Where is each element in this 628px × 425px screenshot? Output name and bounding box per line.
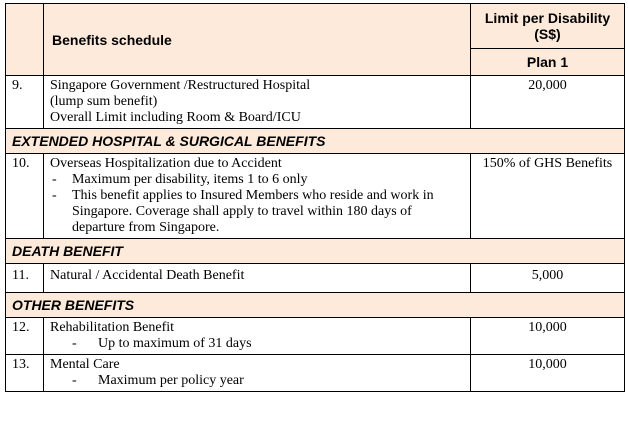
sub-item	[50, 336, 464, 352]
table-header-row	[6, 4, 625, 49]
row-number: 13.	[6, 355, 44, 392]
section-title: OTHER BENEFITS	[6, 293, 625, 318]
sub-text: Up to maximum of 31 days	[98, 336, 252, 351]
table-row	[6, 76, 625, 129]
table-row	[6, 154, 625, 239]
row-line: Overall Limit including Room & Board/ICU	[50, 110, 301, 125]
row-description	[44, 318, 471, 355]
table-row	[6, 264, 625, 293]
sub-item	[50, 373, 464, 389]
sub-text: Maximum per policy year	[98, 373, 244, 388]
header-limit-per-disability	[471, 4, 625, 49]
table-row	[6, 318, 625, 355]
row-description: Natural / Accidental Death Benefit	[44, 264, 471, 293]
bullet-text: This benefit applies to Insured Members who reside and work in Singapore. Coverage shall apply to travel within 180 days of departure from Singapore.	[72, 188, 434, 235]
dash-marker: -	[72, 373, 77, 388]
row-value: 150% of GHS Benefits	[471, 154, 625, 239]
bullet-text: Maximum per disability, items 1 to 6 only	[72, 172, 308, 187]
row-value: 20,000	[471, 76, 625, 129]
row-value: 10,000	[471, 318, 625, 355]
header-benefits-label: Benefits schedule	[52, 31, 172, 48]
section-header-other	[6, 293, 625, 318]
section-title: EXTENDED HOSPITAL & SURGICAL BENEFITS	[6, 129, 625, 154]
header-limit-line2: (S$)	[534, 26, 561, 42]
section-header-death	[6, 239, 625, 264]
dash-marker: -	[72, 336, 77, 351]
dash-marker: -	[52, 188, 57, 203]
row-value: 10,000	[471, 355, 625, 392]
row-description	[44, 76, 471, 129]
row-line: (lump sum benefit)	[50, 94, 158, 109]
row-number: 12.	[6, 318, 44, 355]
bullet-item	[52, 188, 464, 236]
table-row	[6, 355, 625, 392]
row-description	[44, 154, 471, 239]
row-number: 10.	[6, 154, 44, 239]
section-title: DEATH BENEFIT	[6, 239, 625, 264]
header-num-cell	[6, 4, 44, 76]
row-line: Rehabilitation Benefit	[50, 320, 175, 335]
section-header-extended	[6, 129, 625, 154]
row-line: Overseas Hospitalization due to Accident	[50, 156, 282, 171]
row-value: 5,000	[471, 264, 625, 293]
row-description	[44, 355, 471, 392]
row-number: 11.	[6, 264, 44, 293]
row-number: 9.	[6, 76, 44, 129]
header-benefits-schedule	[44, 4, 471, 76]
header-limit-line1: Limit per Disability	[484, 10, 611, 26]
dash-marker: -	[52, 172, 57, 187]
bullet-item	[52, 172, 464, 188]
plan-label: Plan 1	[471, 49, 625, 76]
row-line: Mental Care	[50, 357, 120, 372]
benefits-table	[5, 3, 625, 392]
row-line: Singapore Government /Restructured Hospital	[50, 78, 311, 93]
benefits-schedule-page	[5, 3, 624, 392]
